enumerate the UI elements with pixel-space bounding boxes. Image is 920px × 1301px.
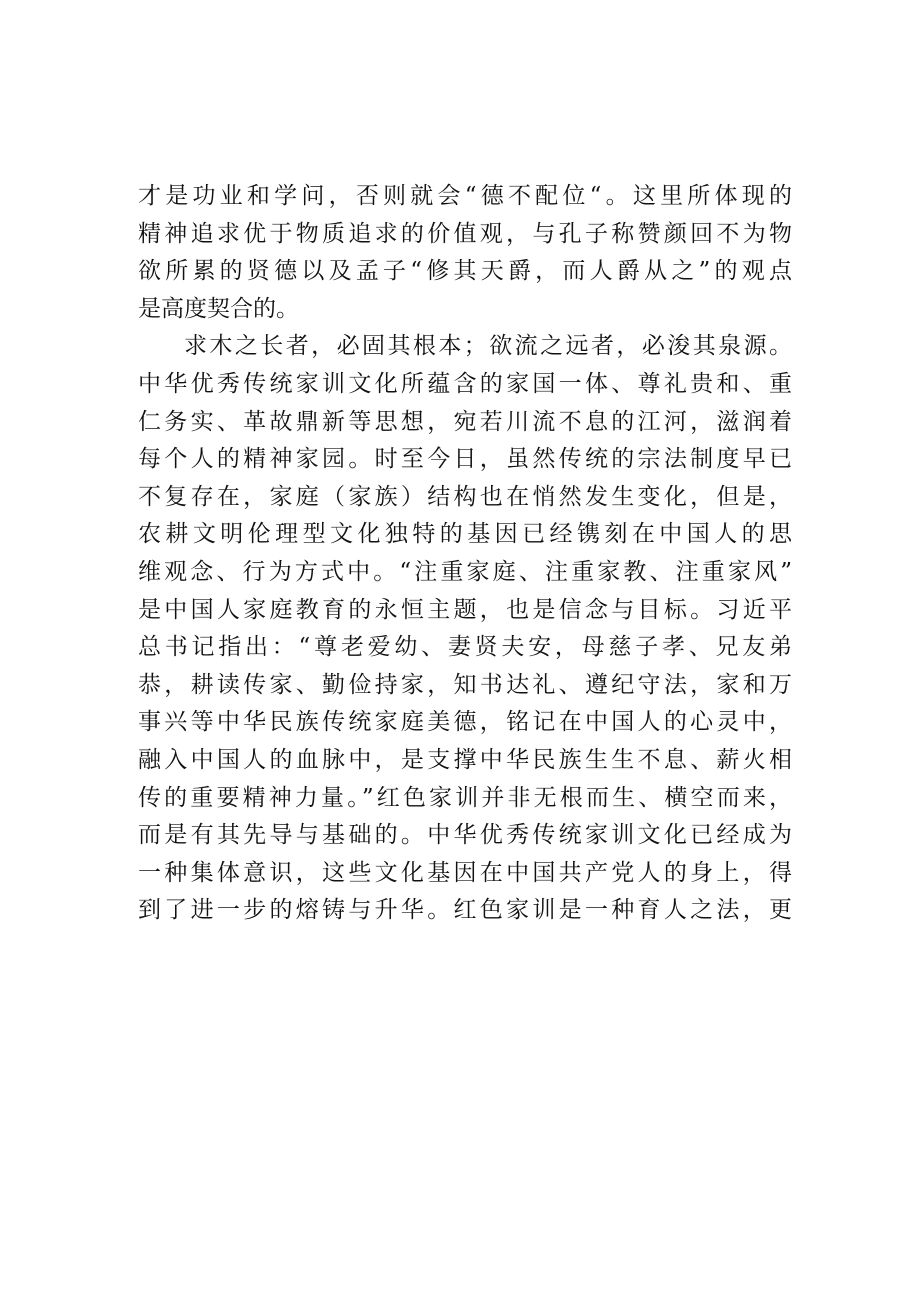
- text-line: 欲所累的贤德以及孟子“修其天爵，而人爵从之”的观点: [138, 258, 792, 285]
- text-line: 不复存在，家庭（家族）结构也在悄然发生变化，但是，: [138, 483, 792, 510]
- text-line: 是中国人家庭教育的永恒主题，也是信念与目标。习近平: [138, 596, 792, 623]
- text-line: 农耕文明伦理型文化独特的基因已经镌刻在中国人的思: [138, 521, 792, 548]
- text-line: 一种集体意识，这些文化基因在中国共产党人的身上，得: [138, 859, 792, 886]
- text-line: 融入中国人的血脉中，是支撑中华民族生生不息、薪火相: [138, 746, 792, 773]
- text-line: 维观念、行为方式中。“注重家庭、注重家教、注重家风”: [138, 558, 792, 585]
- paragraph: [138, 178, 792, 328]
- paragraph: [138, 328, 792, 930]
- text-line: 总书记指出：“尊老爱幼、妻贤夫安，母慈子孝、兄友弟: [138, 634, 792, 661]
- text-line: 而是有其先导与基础的。中华优秀传统家训文化已经成为: [138, 822, 792, 849]
- text-line: 到了进一步的熔铸与升华。红色家训是一种育人之法，更: [138, 897, 792, 924]
- text-line: 求木之长者，必固其根本；欲流之远者，必浚其泉源。: [184, 333, 792, 360]
- text-line: 精神追求优于物质追求的价值观，与孔子称赞颜回不为物: [138, 220, 792, 247]
- text-line: 每个人的精神家园。时至今日，虽然传统的宗法制度早已: [138, 446, 792, 473]
- text-line: 仁务实、革故鼎新等思想，宛若川流不息的江河，滋润着: [138, 408, 792, 435]
- body-text: [138, 178, 792, 930]
- text-line: 才是功业和学问，否则就会“德不配位“。这里所体现的: [138, 183, 792, 209]
- text-line: 事兴等中华民族传统家庭美德，铭记在中国人的心灵中，: [138, 709, 792, 736]
- text-line: 传的重要精神力量。”红色家训并非无根而生、横空而来，: [138, 784, 792, 811]
- text-line: 中华优秀传统家训文化所蕴含的家国一体、尊礼贵和、重: [138, 370, 792, 397]
- text-line: 恭，耕读传家、勤俭持家，知书达礼、遵纪守法，家和万: [138, 671, 792, 698]
- text-line: 是高度契合的。: [138, 295, 299, 322]
